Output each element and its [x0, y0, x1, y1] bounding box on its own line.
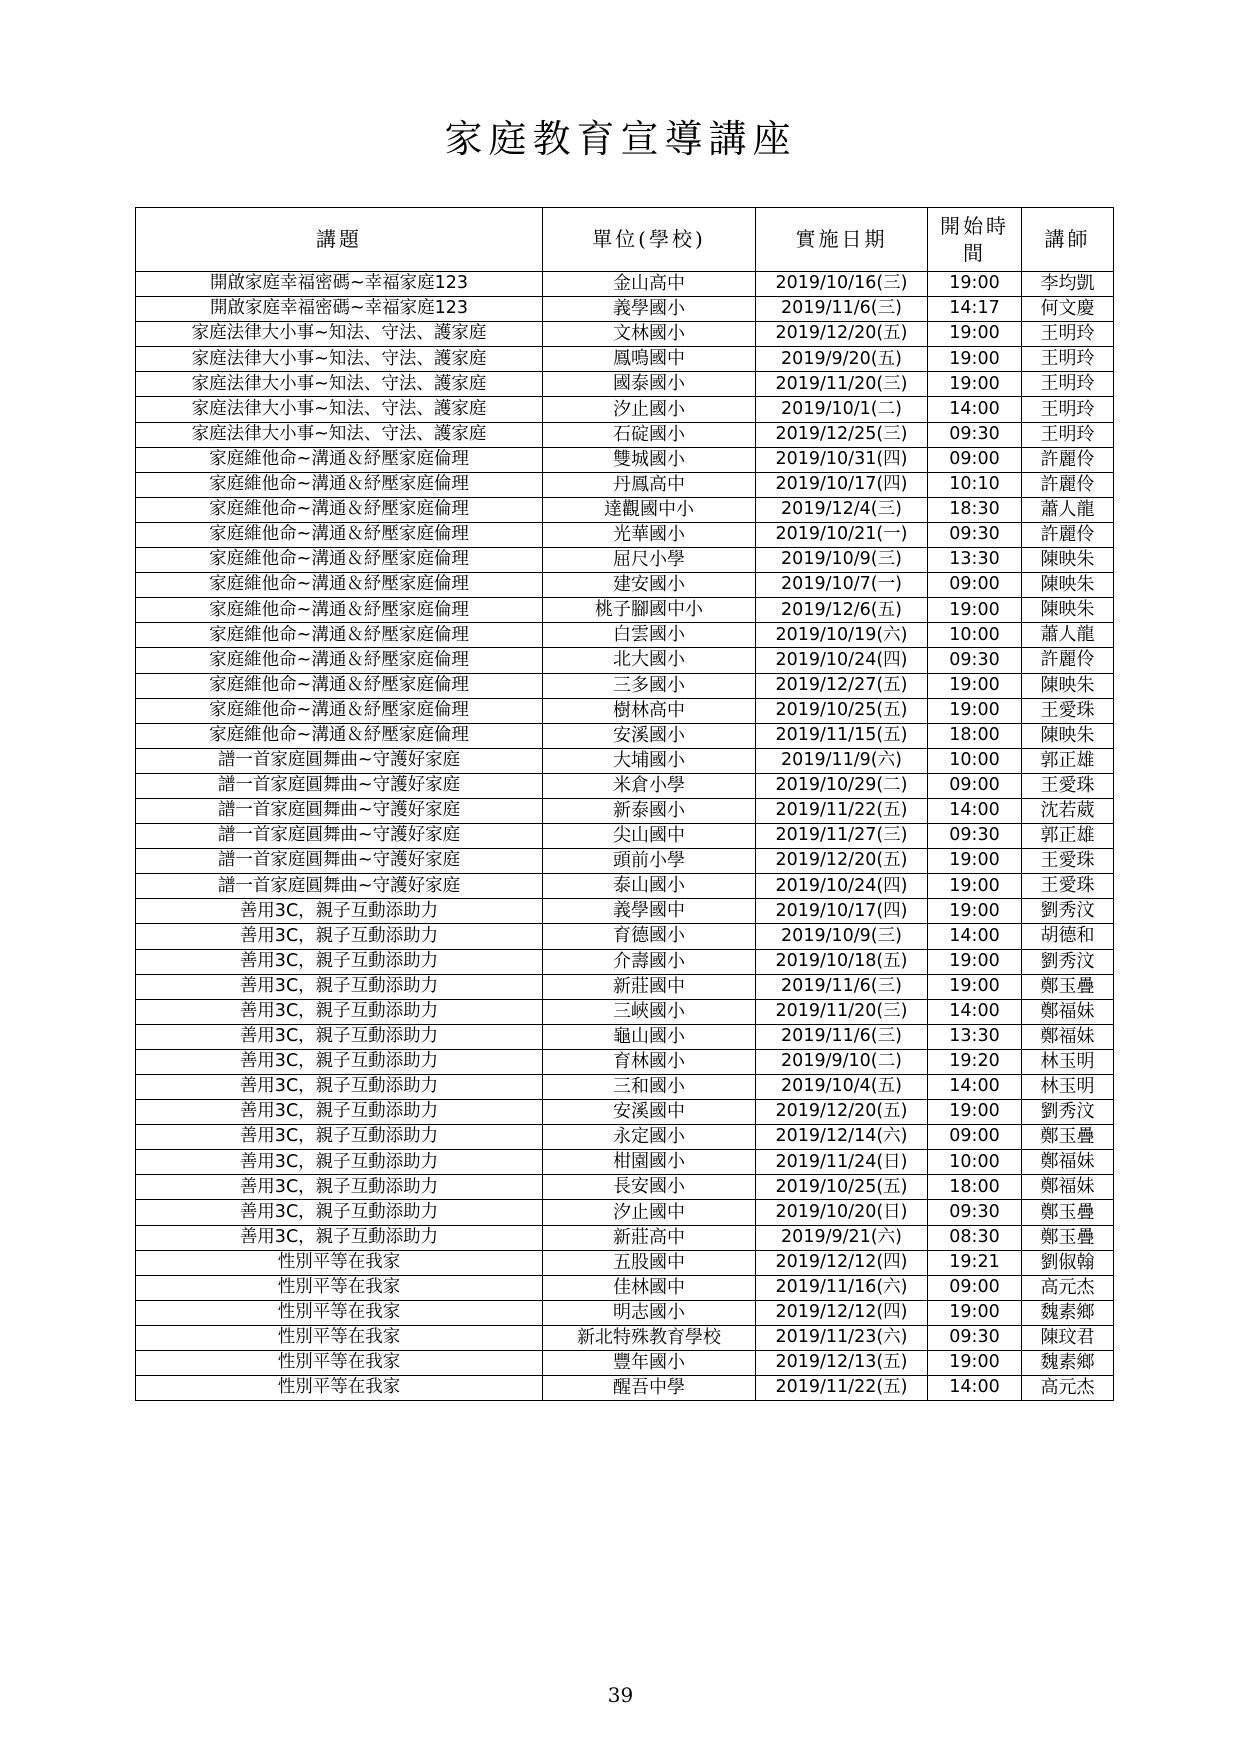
cell-unit: 三峽國小 — [543, 999, 756, 1024]
table-row — [136, 1100, 1114, 1125]
cell-unit: 龜山國小 — [543, 1024, 756, 1049]
cell-start-time: 14:00 — [928, 1376, 1022, 1401]
table-row — [136, 924, 1114, 949]
table-row — [136, 1351, 1114, 1376]
cell-start-time: 19:00 — [928, 899, 1022, 924]
cell-start-time: 18:30 — [928, 497, 1022, 522]
cell-date: 2019/10/16(三) — [756, 272, 928, 297]
cell-speaker: 陳映朱 — [1022, 548, 1114, 573]
cell-start-time: 19:00 — [928, 1300, 1022, 1325]
cell-date: 2019/12/20(五) — [756, 322, 928, 347]
cell-date: 2019/11/15(五) — [756, 723, 928, 748]
cell-topic: 家庭維他命~溝通＆紓壓家庭倫理 — [136, 598, 543, 623]
cell-unit: 安溪國中 — [543, 1100, 756, 1125]
cell-speaker: 劉俶翰 — [1022, 1250, 1114, 1275]
cell-unit: 石碇國小 — [543, 422, 756, 447]
cell-speaker: 蕭人龍 — [1022, 497, 1114, 522]
cell-topic: 善用3C，親子互動添助力 — [136, 899, 543, 924]
cell-unit: 屈尺小學 — [543, 548, 756, 573]
cell-speaker: 鄭玉疊 — [1022, 1125, 1114, 1150]
table-body — [136, 272, 1114, 1401]
cell-date: 2019/11/6(三) — [756, 1024, 928, 1049]
cell-unit: 安溪國小 — [543, 723, 756, 748]
cell-speaker: 鄭玉疊 — [1022, 1225, 1114, 1250]
cell-speaker: 何文慶 — [1022, 297, 1114, 322]
table-row — [136, 573, 1114, 598]
cell-start-time: 14:00 — [928, 924, 1022, 949]
page-number: 39 — [607, 1683, 634, 1707]
cell-topic: 家庭維他命~溝通＆紓壓家庭倫理 — [136, 723, 543, 748]
cell-topic: 家庭法律大小事~知法、守法、護家庭 — [136, 347, 543, 372]
cell-unit: 豐年國小 — [543, 1351, 756, 1376]
cell-speaker: 李均凱 — [1022, 272, 1114, 297]
cell-start-time: 09:30 — [928, 824, 1022, 849]
cell-speaker: 陳映朱 — [1022, 598, 1114, 623]
cell-start-time: 10:00 — [928, 623, 1022, 648]
cell-start-time: 09:00 — [928, 1125, 1022, 1150]
cell-topic: 譜一首家庭圓舞曲~守護好家庭 — [136, 798, 543, 823]
cell-start-time: 10:00 — [928, 1150, 1022, 1175]
table-row — [136, 824, 1114, 849]
cell-unit: 達觀國中小 — [543, 497, 756, 522]
cell-date: 2019/10/9(三) — [756, 548, 928, 573]
cell-unit: 義學國中 — [543, 899, 756, 924]
cell-topic: 家庭維他命~溝通＆紓壓家庭倫理 — [136, 548, 543, 573]
cell-unit: 金山高中 — [543, 272, 756, 297]
table-row — [136, 748, 1114, 773]
cell-topic: 性別平等在我家 — [136, 1275, 543, 1300]
table-row — [136, 472, 1114, 497]
cell-start-time: 19:20 — [928, 1049, 1022, 1074]
cell-speaker: 陳映朱 — [1022, 723, 1114, 748]
cell-topic: 善用3C，親子互動添助力 — [136, 1225, 543, 1250]
cell-topic: 開啟家庭幸福密碼~幸福家庭123 — [136, 297, 543, 322]
cell-speaker: 魏素鄉 — [1022, 1300, 1114, 1325]
cell-unit: 國泰國小 — [543, 372, 756, 397]
cell-topic: 家庭維他命~溝通＆紓壓家庭倫理 — [136, 673, 543, 698]
cell-date: 2019/9/21(六) — [756, 1225, 928, 1250]
cell-start-time: 10:00 — [928, 748, 1022, 773]
table-row — [136, 849, 1114, 874]
cell-start-time: 08:30 — [928, 1225, 1022, 1250]
cell-date: 2019/11/20(三) — [756, 999, 928, 1024]
cell-start-time: 09:00 — [928, 447, 1022, 472]
table-row — [136, 1049, 1114, 1074]
cell-start-time: 19:00 — [928, 272, 1022, 297]
cell-date: 2019/10/24(四) — [756, 648, 928, 673]
cell-date: 2019/11/16(六) — [756, 1275, 928, 1300]
cell-start-time: 09:00 — [928, 1275, 1022, 1300]
cell-unit: 尖山國中 — [543, 824, 756, 849]
cell-speaker: 鄭福妹 — [1022, 1175, 1114, 1200]
cell-unit: 新莊國中 — [543, 974, 756, 999]
cell-date: 2019/12/6(五) — [756, 598, 928, 623]
cell-speaker: 林玉明 — [1022, 1049, 1114, 1074]
cell-topic: 家庭維他命~溝通＆紓壓家庭倫理 — [136, 573, 543, 598]
cell-speaker: 劉秀汶 — [1022, 1100, 1114, 1125]
cell-date: 2019/10/21(一) — [756, 522, 928, 547]
cell-unit: 佳林國中 — [543, 1275, 756, 1300]
cell-speaker: 陳映朱 — [1022, 673, 1114, 698]
table-row — [136, 1125, 1114, 1150]
cell-topic: 性別平等在我家 — [136, 1250, 543, 1275]
cell-date: 2019/11/9(六) — [756, 748, 928, 773]
cell-date: 2019/10/31(四) — [756, 447, 928, 472]
cell-topic: 譜一首家庭圓舞曲~守護好家庭 — [136, 773, 543, 798]
cell-topic: 善用3C，親子互動添助力 — [136, 924, 543, 949]
cell-unit: 白雲國小 — [543, 623, 756, 648]
cell-date: 2019/9/10(二) — [756, 1049, 928, 1074]
cell-start-time: 14:00 — [928, 1075, 1022, 1100]
cell-unit: 育林國小 — [543, 1049, 756, 1074]
cell-unit: 新莊高中 — [543, 1225, 756, 1250]
cell-start-time: 19:00 — [928, 322, 1022, 347]
cell-date: 2019/12/13(五) — [756, 1351, 928, 1376]
table-row — [136, 623, 1114, 648]
cell-unit: 汐止國中 — [543, 1200, 756, 1225]
table-row — [136, 1275, 1114, 1300]
table-row — [136, 397, 1114, 422]
cell-date: 2019/10/29(二) — [756, 773, 928, 798]
table-row — [136, 874, 1114, 899]
cell-date: 2019/11/6(三) — [756, 297, 928, 322]
page-title: 家庭教育宣導講座 — [444, 117, 797, 161]
cell-date: 2019/10/24(四) — [756, 874, 928, 899]
cell-speaker: 鄭玉疊 — [1022, 974, 1114, 999]
header-start-time: 開始時間 — [928, 208, 1022, 272]
table-row — [136, 648, 1114, 673]
cell-unit: 樹林高中 — [543, 698, 756, 723]
cell-speaker: 胡德和 — [1022, 924, 1114, 949]
cell-topic: 性別平等在我家 — [136, 1300, 543, 1325]
cell-unit: 鳳鳴國中 — [543, 347, 756, 372]
cell-unit: 新北特殊教育學校 — [543, 1325, 756, 1350]
cell-start-time: 19:00 — [928, 673, 1022, 698]
cell-date: 2019/10/20(日) — [756, 1200, 928, 1225]
cell-date: 2019/10/1(二) — [756, 397, 928, 422]
table-row — [136, 297, 1114, 322]
cell-speaker: 王明玲 — [1022, 422, 1114, 447]
cell-topic: 家庭維他命~溝通＆紓壓家庭倫理 — [136, 472, 543, 497]
cell-date: 2019/12/12(四) — [756, 1250, 928, 1275]
cell-topic: 性別平等在我家 — [136, 1325, 543, 1350]
cell-start-time: 09:00 — [928, 773, 1022, 798]
cell-start-time: 19:00 — [928, 372, 1022, 397]
cell-date: 2019/10/9(三) — [756, 924, 928, 949]
cell-speaker: 高元杰 — [1022, 1376, 1114, 1401]
cell-unit: 桃子腳國中小 — [543, 598, 756, 623]
cell-speaker: 鄭福妹 — [1022, 999, 1114, 1024]
cell-speaker: 蕭人龍 — [1022, 623, 1114, 648]
cell-date: 2019/11/27(三) — [756, 824, 928, 849]
cell-topic: 家庭維他命~溝通＆紓壓家庭倫理 — [136, 447, 543, 472]
cell-speaker: 鄭福妹 — [1022, 1024, 1114, 1049]
cell-unit: 建安國小 — [543, 573, 756, 598]
table-row — [136, 497, 1114, 522]
cell-topic: 譜一首家庭圓舞曲~守護好家庭 — [136, 874, 543, 899]
header-date: 實施日期 — [756, 208, 928, 272]
cell-topic: 開啟家庭幸福密碼~幸福家庭123 — [136, 272, 543, 297]
cell-date: 2019/12/14(六) — [756, 1125, 928, 1150]
cell-start-time: 19:00 — [928, 949, 1022, 974]
table-row — [136, 422, 1114, 447]
cell-speaker: 郭正雄 — [1022, 824, 1114, 849]
cell-start-time: 19:00 — [928, 974, 1022, 999]
table-row — [136, 899, 1114, 924]
cell-topic: 善用3C，親子互動添助力 — [136, 1024, 543, 1049]
cell-speaker: 劉秀汶 — [1022, 949, 1114, 974]
cell-start-time: 19:00 — [928, 1351, 1022, 1376]
cell-start-time: 09:00 — [928, 573, 1022, 598]
cell-unit: 介壽國小 — [543, 949, 756, 974]
cell-start-time: 13:30 — [928, 1024, 1022, 1049]
table-row — [136, 1200, 1114, 1225]
table-row — [136, 272, 1114, 297]
cell-topic: 家庭法律大小事~知法、守法、護家庭 — [136, 397, 543, 422]
cell-speaker: 許麗伶 — [1022, 648, 1114, 673]
table-row — [136, 1075, 1114, 1100]
cell-start-time: 19:00 — [928, 849, 1022, 874]
cell-start-time: 14:17 — [928, 297, 1022, 322]
cell-date: 2019/11/24(日) — [756, 1150, 928, 1175]
cell-topic: 家庭維他命~溝通＆紓壓家庭倫理 — [136, 522, 543, 547]
table-row — [136, 798, 1114, 823]
cell-start-time: 14:00 — [928, 999, 1022, 1024]
cell-speaker: 王明玲 — [1022, 322, 1114, 347]
cell-unit: 明志國小 — [543, 1300, 756, 1325]
table-row — [136, 1225, 1114, 1250]
table-header-row — [136, 208, 1114, 272]
cell-unit: 雙城國小 — [543, 447, 756, 472]
table-row — [136, 347, 1114, 372]
cell-unit: 新泰國小 — [543, 798, 756, 823]
cell-start-time: 19:00 — [928, 1100, 1022, 1125]
cell-topic: 譜一首家庭圓舞曲~守護好家庭 — [136, 849, 543, 874]
cell-speaker: 鄭福妹 — [1022, 1150, 1114, 1175]
cell-topic: 性別平等在我家 — [136, 1376, 543, 1401]
cell-start-time: 14:00 — [928, 798, 1022, 823]
header-unit: 單位(學校) — [543, 208, 756, 272]
cell-speaker: 許麗伶 — [1022, 447, 1114, 472]
cell-speaker: 沈若葳 — [1022, 798, 1114, 823]
cell-topic: 性別平等在我家 — [136, 1351, 543, 1376]
cell-topic: 家庭法律大小事~知法、守法、護家庭 — [136, 322, 543, 347]
cell-date: 2019/10/17(四) — [756, 899, 928, 924]
cell-unit: 育德國小 — [543, 924, 756, 949]
cell-topic: 善用3C，親子互動添助力 — [136, 1075, 543, 1100]
table-row — [136, 773, 1114, 798]
cell-unit: 永定國小 — [543, 1125, 756, 1150]
header-speaker: 講師 — [1022, 208, 1114, 272]
cell-speaker: 陳玟君 — [1022, 1325, 1114, 1350]
cell-unit: 醒吾中學 — [543, 1376, 756, 1401]
cell-speaker: 王愛珠 — [1022, 874, 1114, 899]
cell-topic: 譜一首家庭圓舞曲~守護好家庭 — [136, 748, 543, 773]
cell-speaker: 高元杰 — [1022, 1275, 1114, 1300]
cell-topic: 善用3C，親子互動添助力 — [136, 974, 543, 999]
cell-speaker: 王明玲 — [1022, 347, 1114, 372]
cell-topic: 家庭維他命~溝通＆紓壓家庭倫理 — [136, 623, 543, 648]
cell-topic: 家庭維他命~溝通＆紓壓家庭倫理 — [136, 698, 543, 723]
cell-date: 2019/11/20(三) — [756, 372, 928, 397]
cell-speaker: 王明玲 — [1022, 372, 1114, 397]
cell-date: 2019/10/7(一) — [756, 573, 928, 598]
lecture-schedule-table — [135, 207, 1114, 1401]
cell-unit: 三多國小 — [543, 673, 756, 698]
table-row — [136, 1175, 1114, 1200]
cell-speaker: 陳映朱 — [1022, 573, 1114, 598]
cell-unit: 丹鳳高中 — [543, 472, 756, 497]
cell-topic: 善用3C，親子互動添助力 — [136, 1200, 543, 1225]
cell-topic: 家庭法律大小事~知法、守法、護家庭 — [136, 422, 543, 447]
cell-start-time: 13:30 — [928, 548, 1022, 573]
cell-unit: 泰山國小 — [543, 874, 756, 899]
cell-start-time: 19:00 — [928, 874, 1022, 899]
cell-speaker: 林玉明 — [1022, 1075, 1114, 1100]
cell-speaker: 許麗伶 — [1022, 522, 1114, 547]
cell-start-time: 09:30 — [928, 1325, 1022, 1350]
cell-unit: 義學國小 — [543, 297, 756, 322]
cell-date: 2019/12/20(五) — [756, 849, 928, 874]
cell-topic: 譜一首家庭圓舞曲~守護好家庭 — [136, 824, 543, 849]
table-row — [136, 949, 1114, 974]
cell-date: 2019/12/4(三) — [756, 497, 928, 522]
cell-unit: 北大國小 — [543, 648, 756, 673]
table-row — [136, 1024, 1114, 1049]
cell-topic: 善用3C，親子互動添助力 — [136, 999, 543, 1024]
cell-start-time: 09:30 — [928, 1200, 1022, 1225]
cell-topic: 善用3C，親子互動添助力 — [136, 1175, 543, 1200]
table-row — [136, 1300, 1114, 1325]
cell-date: 2019/10/19(六) — [756, 623, 928, 648]
cell-date: 2019/10/4(五) — [756, 1075, 928, 1100]
cell-date: 2019/9/20(五) — [756, 347, 928, 372]
cell-topic: 善用3C，親子互動添助力 — [136, 1150, 543, 1175]
cell-speaker: 鄭玉疊 — [1022, 1200, 1114, 1225]
table-row — [136, 1250, 1114, 1275]
cell-start-time: 09:30 — [928, 522, 1022, 547]
cell-unit: 米倉小學 — [543, 773, 756, 798]
cell-date: 2019/11/23(六) — [756, 1325, 928, 1350]
cell-date: 2019/12/25(三) — [756, 422, 928, 447]
cell-start-time: 14:00 — [928, 397, 1022, 422]
header-topic: 講題 — [136, 208, 543, 272]
cell-date: 2019/10/17(四) — [756, 472, 928, 497]
cell-start-time: 10:10 — [928, 472, 1022, 497]
table-row — [136, 1150, 1114, 1175]
cell-unit: 大埔國小 — [543, 748, 756, 773]
cell-date: 2019/11/22(五) — [756, 1376, 928, 1401]
cell-date: 2019/11/6(三) — [756, 974, 928, 999]
table-row — [136, 1325, 1114, 1350]
cell-speaker: 郭正雄 — [1022, 748, 1114, 773]
cell-speaker: 劉秀汶 — [1022, 899, 1114, 924]
table-row — [136, 522, 1114, 547]
cell-topic: 家庭維他命~溝通＆紓壓家庭倫理 — [136, 497, 543, 522]
cell-start-time: 18:00 — [928, 723, 1022, 748]
cell-speaker: 王愛珠 — [1022, 698, 1114, 723]
table-row — [136, 598, 1114, 623]
cell-speaker: 王明玲 — [1022, 397, 1114, 422]
cell-speaker: 魏素鄉 — [1022, 1351, 1114, 1376]
cell-topic: 家庭法律大小事~知法、守法、護家庭 — [136, 372, 543, 397]
cell-topic: 善用3C，親子互動添助力 — [136, 1100, 543, 1125]
cell-speaker: 王愛珠 — [1022, 849, 1114, 874]
cell-speaker: 許麗伶 — [1022, 472, 1114, 497]
cell-speaker: 王愛珠 — [1022, 773, 1114, 798]
cell-start-time: 18:00 — [928, 1175, 1022, 1200]
table-row — [136, 698, 1114, 723]
table-row — [136, 999, 1114, 1024]
cell-topic: 善用3C，親子互動添助力 — [136, 1049, 543, 1074]
cell-start-time: 19:21 — [928, 1250, 1022, 1275]
cell-unit: 光華國小 — [543, 522, 756, 547]
cell-topic: 家庭維他命~溝通＆紓壓家庭倫理 — [136, 648, 543, 673]
cell-unit: 文林國小 — [543, 322, 756, 347]
cell-date: 2019/12/12(四) — [756, 1300, 928, 1325]
cell-topic: 善用3C，親子互動添助力 — [136, 1125, 543, 1150]
cell-unit: 汐止國小 — [543, 397, 756, 422]
cell-start-time: 19:00 — [928, 347, 1022, 372]
cell-date: 2019/11/22(五) — [756, 798, 928, 823]
cell-start-time: 09:30 — [928, 648, 1022, 673]
cell-date: 2019/10/18(五) — [756, 949, 928, 974]
cell-date: 2019/10/25(五) — [756, 1175, 928, 1200]
cell-unit: 三和國小 — [543, 1075, 756, 1100]
table-row — [136, 447, 1114, 472]
table-row — [136, 322, 1114, 347]
table-row — [136, 548, 1114, 573]
cell-unit: 柑園國小 — [543, 1150, 756, 1175]
cell-date: 2019/12/27(五) — [756, 673, 928, 698]
cell-unit: 五股國中 — [543, 1250, 756, 1275]
table-row — [136, 673, 1114, 698]
table-row — [136, 372, 1114, 397]
cell-date: 2019/12/20(五) — [756, 1100, 928, 1125]
cell-unit: 頭前小學 — [543, 849, 756, 874]
cell-start-time: 09:30 — [928, 422, 1022, 447]
cell-unit: 長安國小 — [543, 1175, 756, 1200]
cell-start-time: 19:00 — [928, 598, 1022, 623]
table-row — [136, 974, 1114, 999]
cell-start-time: 19:00 — [928, 698, 1022, 723]
cell-date: 2019/10/25(五) — [756, 698, 928, 723]
table-row — [136, 723, 1114, 748]
cell-topic: 善用3C，親子互動添助力 — [136, 949, 543, 974]
table-row — [136, 1376, 1114, 1401]
